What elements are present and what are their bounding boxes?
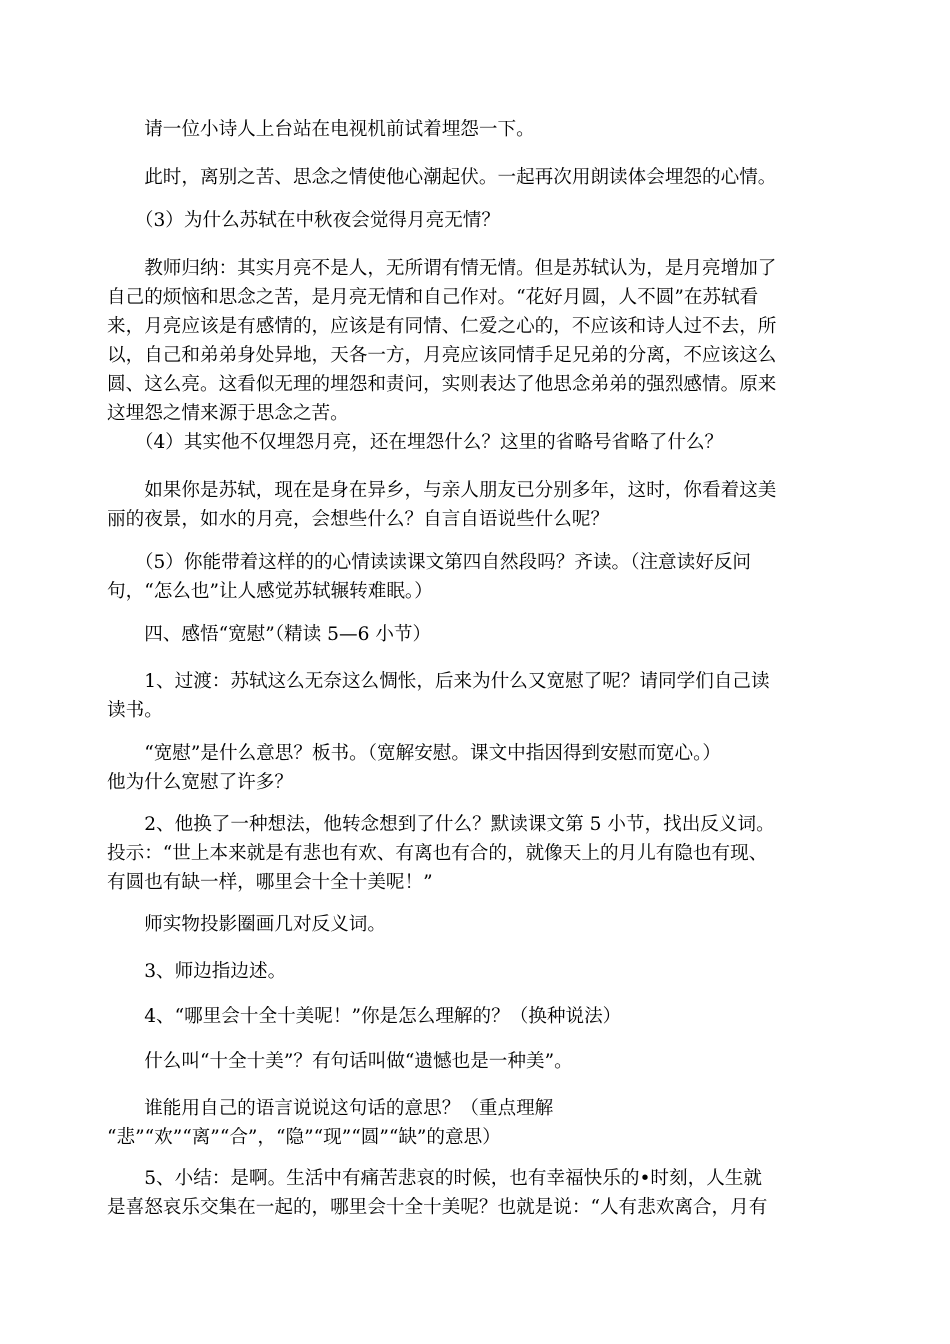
paragraph-line: 四、感悟“宽慰”（精读 5—6 小节） [107,624,432,645]
paragraph-line: 有圆也有缺一样，哪里会十全十美呢！” [107,872,433,893]
paragraph-15 [107,1047,837,1076]
paragraph-10 [107,739,837,797]
paragraph-2 [107,163,837,192]
paragraph-line: 5、小结：是啊。生活中有痛苦悲哀的时候，也有幸福快乐的•时刻，人生就 [107,1168,762,1189]
paragraph-line: 句，“怎么也”让人感觉苏轼辗转难眠。） [107,581,433,602]
paragraph-line: 1、过渡：苏轼这么无奈这么惆怅，后来为什么又宽慰了呢？请同学们自己读 [107,671,770,692]
paragraph-line: （5）你能带着这样的的心情读读课文第四自然段吗？齐读。（注意读好反问 [107,552,752,573]
paragraph-4 [107,254,837,428]
paragraph-line: 教师归纳：其实月亮不是人，无所谓有情无情。但是苏轼认为，是月亮增加了 [107,258,777,279]
paragraph-line: 读书。 [107,700,163,721]
paragraph-line: 是喜怒哀乐交集在一起的，哪里会十全十美呢？也就是说：“人有悲欢离合，月有 [107,1197,768,1218]
paragraph-14 [107,1002,837,1031]
paragraph-1 [107,115,837,144]
paragraph-11 [107,810,837,897]
paragraph-line: 请一位小诗人上台站在电视机前试着埋怨一下。 [107,119,535,140]
paragraph-line: 来，月亮应该是有感情的，应该是有同情、仁爱之心的，不应该和诗人过不去，所 [107,316,777,337]
paragraph-line: 投示：“世上本来就是有悲也有欢、有离也有合的，就像天上的月儿有隐也有现、 [107,843,768,864]
paragraph-6 [107,476,837,534]
paragraph-3 [107,206,837,235]
paragraph-line: 圆、这么亮。这看似无理的埋怨和责问，实则表达了他思念弟弟的强烈感情。原来 [107,374,777,395]
paragraph-line: 这埋怨之情来源于思念之苦。 [107,403,349,424]
paragraph-line: 师实物投影圈画几对反义词。 [107,914,386,935]
paragraph-line: 2、他换了一种想法，他转念想到了什么？默读课文第 5 小节，找出反义词。 [107,814,775,835]
paragraph-line: 4、“哪里会十全十美呢！”你是怎么理解的？（换种说法） [107,1006,622,1027]
paragraph-12 [107,910,837,939]
paragraph-line: （3）为什么苏轼在中秋夜会觉得月亮无情？ [107,210,500,231]
paragraph-line: 3、师边指边述。 [107,961,287,982]
paragraph-line: 谁能用自己的语言说说这句话的意思？（重点理解 [107,1098,554,1119]
paragraph-17 [107,1164,837,1222]
paragraph-line: 他为什么宽慰了许多？ [107,772,293,793]
paragraph-line: 此时，离别之苦、思念之情使他心潮起伏。一起再次用朗读体会埋怨的心情。 [107,167,777,188]
paragraph-line: 以，自己和弟弟身处异地，天各一方，月亮应该同情手足兄弟的分离，不应该这么 [107,345,777,366]
paragraph-16 [107,1094,837,1152]
paragraph-13 [107,957,837,986]
paragraph-line: 丽的夜景，如水的月亮，会想些什么？自言自语说些什么呢？ [107,509,610,530]
paragraph-line: 什么叫“十全十美”？有句话叫做“遗憾也是一种美”。 [107,1051,573,1072]
paragraph-line: “宽慰”是什么意思？板书。（宽解安慰。课文中指因得到安慰而宽心。） [107,743,722,764]
section-heading [107,620,837,649]
paragraph-line: 自己的烦恼和思念之苦，是月亮无情和自己作对。“花好月圆，人不圆”在苏轼看 [107,287,759,308]
paragraph-7 [107,548,837,606]
paragraph-line: （4）其实他不仅埋怨月亮，还在埋怨什么？这里的省略号省略了什么？ [107,432,724,453]
paragraph-5 [107,428,837,457]
paragraph-line: “悲”“欢”“离”“合”，“隐”“现”“圆”“缺”的意思） [107,1127,501,1148]
paragraph-line: 如果你是苏轼，现在是身在异乡，与亲人朋友已分别多年，这时，你看着这美 [107,480,777,501]
paragraph-9 [107,667,837,725]
